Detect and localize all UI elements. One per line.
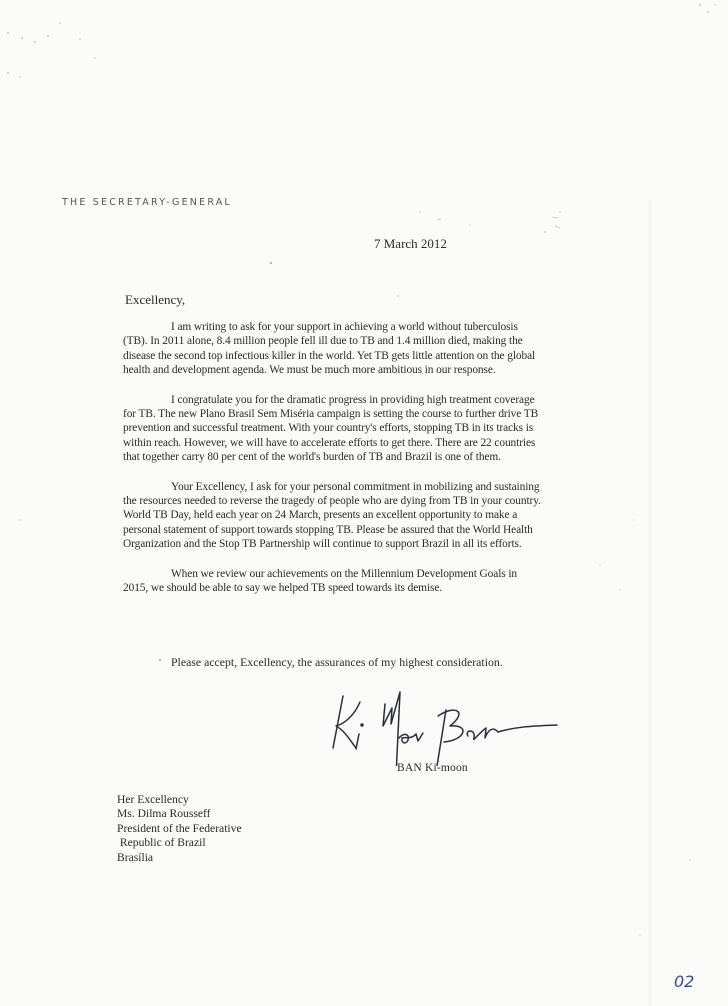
page-number-text: 02 (674, 972, 695, 991)
page-number (672, 970, 712, 992)
addressee-line: President of the Federative (117, 821, 242, 835)
letter-body (123, 320, 543, 611)
paragraph: I am writing to ask for your support in achieving a world without tuberculosis (TB). In 2011 alone, 8.4 million people fell ill due to TB and 1.4 million died, making the disease the second top infectious killer in the world. Yet TB gets little attention on the global health and development agenda. We must be much more ambitious in our response. (123, 321, 536, 377)
paragraph: When we review our achievements on the Millennium Development Goals in 2015, we should be able to say we helped TB speed towards its demise. (123, 567, 518, 595)
addressee-line: Ms. Dilma Rousseff (117, 807, 211, 821)
signer-name: BAN Ki-moon (397, 762, 468, 774)
letterhead-title: THE SECRETARY-GENERAL (62, 197, 232, 208)
addressee-block (117, 793, 242, 865)
paragraph: Your Excellency, I ask for your personal commitment in mobilizing and sustaining the resources needed to reverse the tragedy of people who are dying from TB in your country. World TB Day, held each year on 24 March, presents an excellent opportunity to make a personal statement of support towards stopping TB. Please be assured that the World Health Organization and the Stop TB Partnership will continue to support Brazil in all its efforts. (123, 480, 541, 551)
closing-line: Please accept, Excellency, the assurances of my highest consideration. (171, 655, 503, 669)
paragraph: I congratulate you for the dramatic progress in providing high treatment coverage for TB. The new Plano Brasil Sem Miséria campaign is setting the course to further drive TB prevention and successful treatment. With your country's efforts, stopping TB in its tracks is within reach. However, we will have to accelerate efforts to get there. There are 22 countries that together carry 80 per cent of the world's burden of TB and Brazil is one of them. (123, 393, 539, 464)
addressee-line: Brasília (117, 850, 154, 864)
salutation: Excellency, (125, 292, 186, 307)
addressee-line: Her Excellency (117, 793, 189, 806)
signature-image (328, 686, 558, 766)
addressee-line: Republic of Brazil (117, 836, 206, 850)
letter-date: 7 March 2012 (374, 236, 447, 251)
